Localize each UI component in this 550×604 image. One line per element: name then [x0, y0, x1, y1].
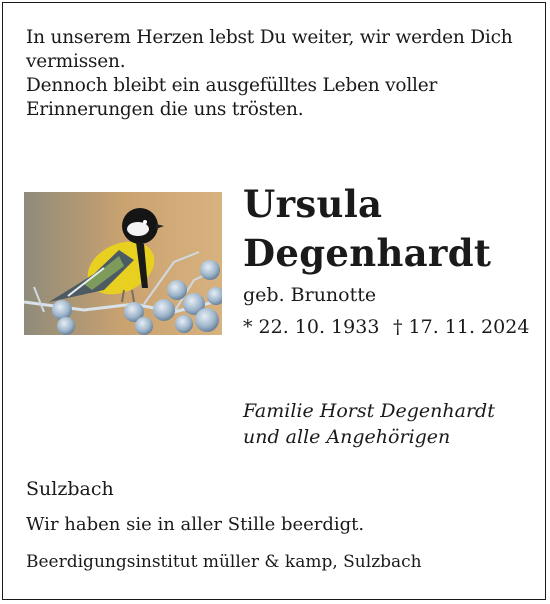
mourners-line: Familie Horst Degenhardt: [243, 400, 495, 422]
undertaker-line: Beerdigungsinstitut müller & kamp, Sulzbach: [26, 552, 422, 572]
last-name: Degenhardt: [243, 231, 492, 275]
place-name: Sulzbach: [26, 478, 114, 500]
birth-date: * 22. 10. 1933: [243, 316, 380, 338]
intro-line: Erinnerungen die uns trösten.: [26, 99, 304, 120]
intro-verse: [26, 26, 536, 122]
deceased-name: [243, 180, 491, 278]
intro-line: In unserem Herzen lebst Du weiter, wir werden Dich: [26, 27, 513, 48]
mourners: [243, 398, 495, 450]
death-date: † 17. 11. 2024: [393, 316, 530, 338]
intro-line: vermissen.: [26, 51, 126, 72]
birth-name: geb. Brunotte: [243, 284, 377, 306]
life-dates: [243, 315, 533, 339]
burial-note: Wir haben sie in aller Stille beerdigt.: [26, 514, 365, 535]
bird-photo: [24, 192, 222, 335]
intro-line: Dennoch bleibt ein ausgefülltes Leben voller: [26, 75, 438, 96]
mourners-line: und alle Angehörigen: [243, 426, 451, 448]
first-name: Ursula: [243, 182, 383, 226]
